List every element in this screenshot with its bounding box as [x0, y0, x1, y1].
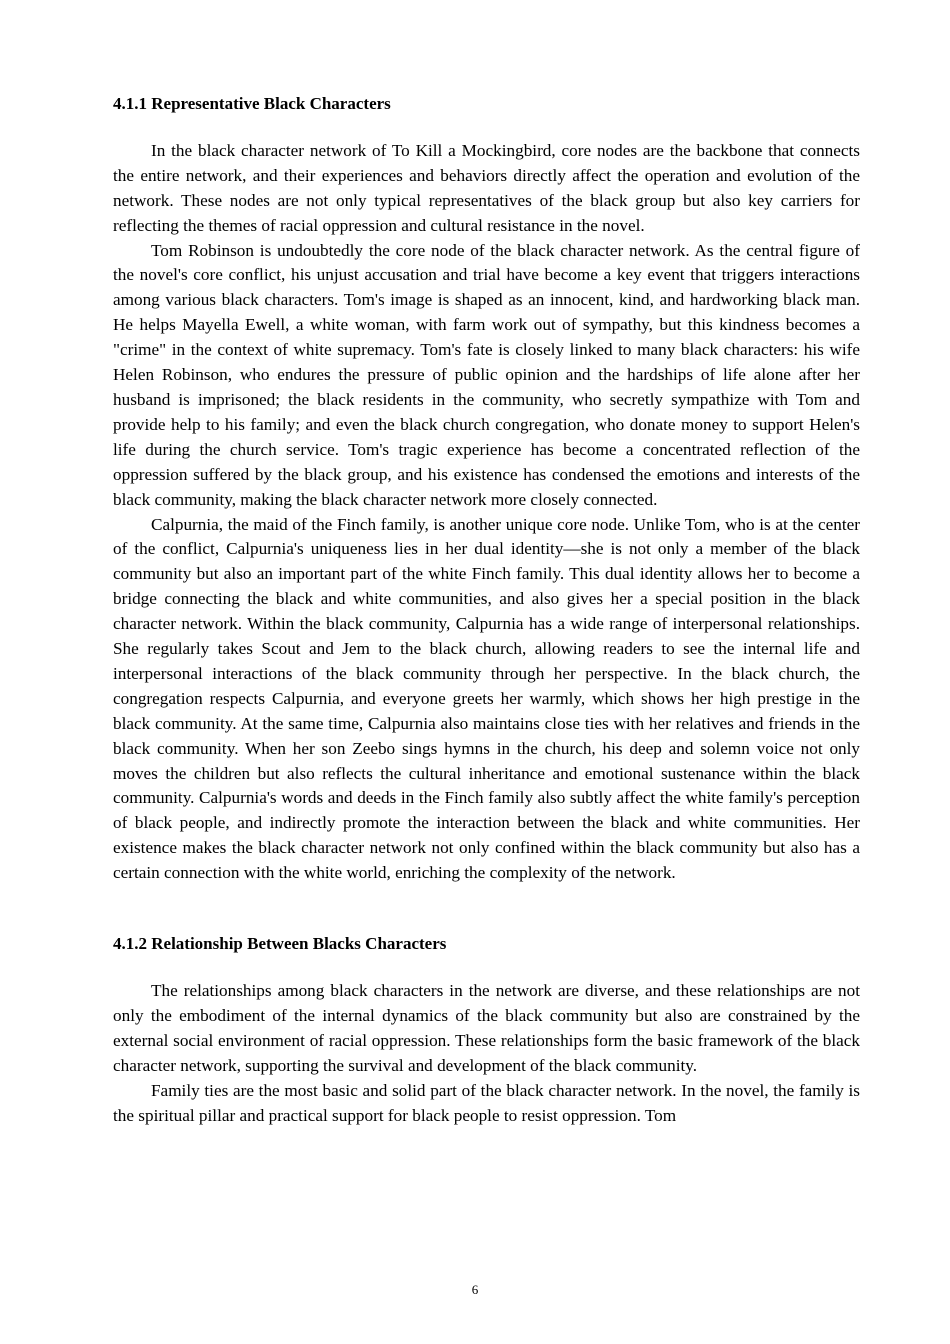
section-4-1-1: [113, 92, 860, 886]
document-page: [113, 92, 860, 1128]
paragraph: The relationships among black characters in the network are diverse, and these relationships are not only the embodiment of the internal dynamics of the black community but also are constrained by the external social environment of racial oppression. These relationships form the basic framework of the black character network, supporting the survival and development of the black community.: [113, 981, 860, 1075]
paragraph: Calpurnia, the maid of the Finch family, is another unique core node. Unlike Tom, who is at the center of the conflict, Calpurnia's uniqueness lies in her dual identity—she is not only a member of the black community but also an important part of the white Finch family. This dual identity allows her to become a bridge connecting the black and white communities, and also gives her a special position in the black character network. Within the black community, Calpurnia has a wide range of interpersonal relationships. She regularly takes Scout and Jem to the black church, allowing readers to see the internal life and interpersonal interactions of the black community through her perspective. In the black church, the congregation respects Calpurnia, and everyone greets her warmly, which shows her high prestige in the black community. At the same time, Calpurnia also maintains close ties with her relatives and friends in the black community. When her son Zeebo sings hymns in the church, his deep and solemn voice not only moves the children but also reflects the cultural inheritance and emotional sustenance within the black community. Calpurnia's words and deeds in the Finch family also subtly affect the white family's perception of black people, and indirectly promote the interaction between the black and white communities. Her existence makes the black character network not only confined within the black community but also has a certain connection with the white world, enriching the complexity of the network.: [113, 514, 860, 883]
paragraph: Family ties are the most basic and solid part of the black character network. In the novel, the family is the spiritual pillar and practical support for black people to resist oppression. Tom: [113, 1080, 860, 1125]
section-heading: 4.1.1 Representative Black Characters: [113, 94, 391, 113]
paragraph: In the black character network of To Kill a Mockingbird, core nodes are the backbone that connects the entire network, and their experiences and behaviors directly affect the operation and evolution of the network. These nodes are not only typical representatives of the black group but also key carriers for reflecting the themes of racial oppression and cultural resistance in the novel.: [113, 140, 860, 235]
paragraph: Tom Robinson is undoubtedly the core node of the black character network. As the central figure of the novel's core conflict, his unjust accusation and trial have become a key event that triggers interactions among various black characters. Tom's image is shaped as an innocent, kind, and hardworking black man. He helps Mayella Ewell, a white woman, with farm work out of sympathy, but this kindness becomes a "crime" in the context of white supremacy. Tom's fate is closely linked to many black characters: his wife Helen Robinson, who endures the pressure of public opinion and the hardships of life alone after her husband is imprisoned; the black residents in the community, who secretly sympathize with Tom and provide help to his family; and even the black church congregation, who donate money to support Helen's life during the church service. Tom's tragic experience has become a concentrated reflection of the oppression suffered by the black group, and his existence has condensed the emotions and interests of the black community, making the black character network more closely connected.: [113, 240, 860, 509]
section-heading: 4.1.2 Relationship Between Blacks Characters: [113, 934, 447, 954]
section-4-1-2: [113, 932, 860, 1128]
page-number: 6: [471, 1282, 479, 1297]
